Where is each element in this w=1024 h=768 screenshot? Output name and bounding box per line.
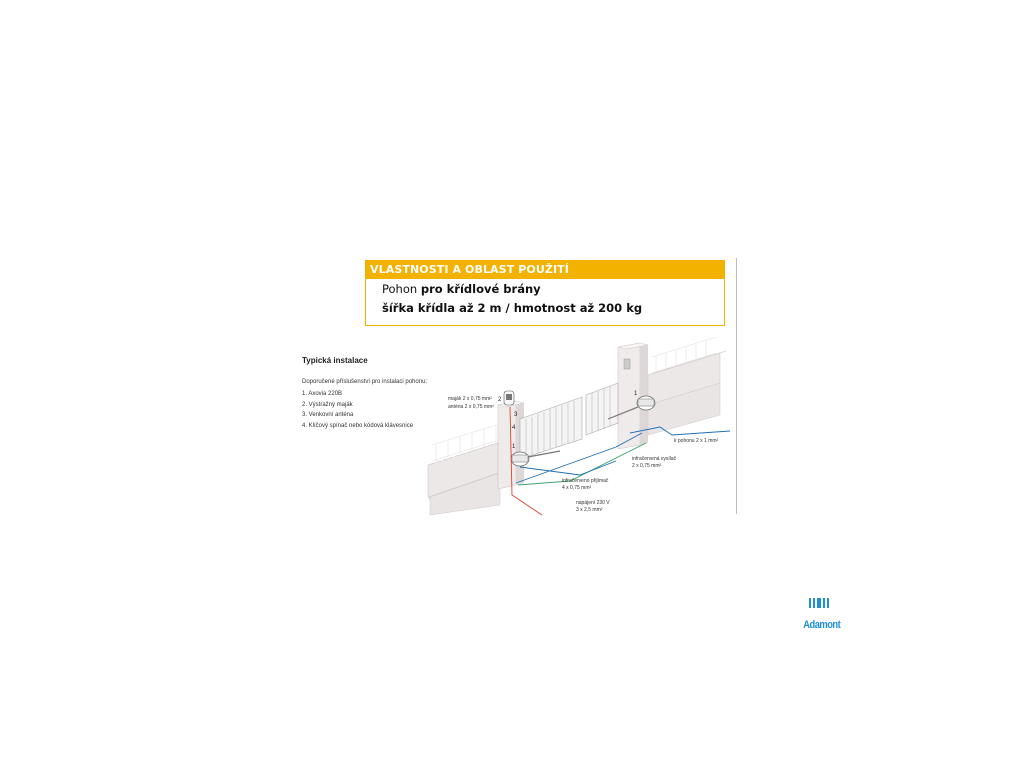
right-gate-leaf bbox=[586, 383, 618, 435]
properties-line-2: šířka křídla až 2 m / hmotnost až 200 kg bbox=[382, 301, 643, 315]
properties-box bbox=[365, 260, 725, 326]
accessory-item: 4. Klíčový spínač nebo kódová klávesnice bbox=[302, 422, 414, 429]
label-prijimac-1: infračerveno přijímač bbox=[562, 478, 609, 484]
properties-line-1-bold: pro křídlové brány bbox=[420, 282, 541, 296]
label-k-pohonu: k pohonu 2 x 1 mm² bbox=[674, 438, 719, 444]
callout-1-right: 1 bbox=[634, 391, 638, 397]
callout-3: 3 bbox=[514, 412, 518, 418]
warning-beacon bbox=[504, 391, 514, 405]
label-majak: maják 2 x 0,75 mm² bbox=[448, 396, 492, 402]
logo-mark-icon bbox=[807, 596, 831, 610]
accessories-list bbox=[302, 389, 413, 431]
installation-title: Typická instalace bbox=[302, 356, 368, 365]
callout-2: 2 bbox=[498, 397, 502, 403]
left-gate-leaf bbox=[520, 397, 582, 459]
left-fence-wall bbox=[428, 425, 504, 515]
label-vysilac-1: infračervená vysílač bbox=[632, 456, 677, 462]
accessory-item: 1. Axovia 220B bbox=[302, 391, 343, 397]
adamont-logo bbox=[800, 596, 841, 633]
accessories-title: Doporučené příslušenství pro instalaci pohonu: bbox=[302, 379, 428, 385]
callout-4: 4 bbox=[512, 425, 516, 431]
label-prijimac-2: 4 x 0,75 mm² bbox=[562, 485, 592, 491]
installation-diagram bbox=[420, 335, 740, 520]
properties-line-1 bbox=[382, 282, 541, 296]
label-napajeni-1: napájení 230 V bbox=[576, 500, 610, 506]
properties-line-1-normal: Pohon bbox=[382, 282, 421, 296]
right-fence-wall bbox=[648, 337, 726, 435]
label-vysilac-2: 2 x 0,75 mm² bbox=[632, 463, 662, 469]
callout-1-left: 1 bbox=[512, 444, 516, 450]
accessory-item: 2. Výstražný maják bbox=[302, 401, 353, 408]
label-napajeni-2: 3 x 2,5 mm² bbox=[576, 507, 603, 513]
logo-text: Adamont bbox=[803, 619, 841, 631]
label-antena: anténa 2 x 0,75 mm² bbox=[448, 404, 494, 410]
accessory-item: 3. Venkovní anténa bbox=[302, 412, 354, 418]
properties-header: VLASTNOSTI A OBLAST POUŽITÍ bbox=[366, 261, 724, 279]
